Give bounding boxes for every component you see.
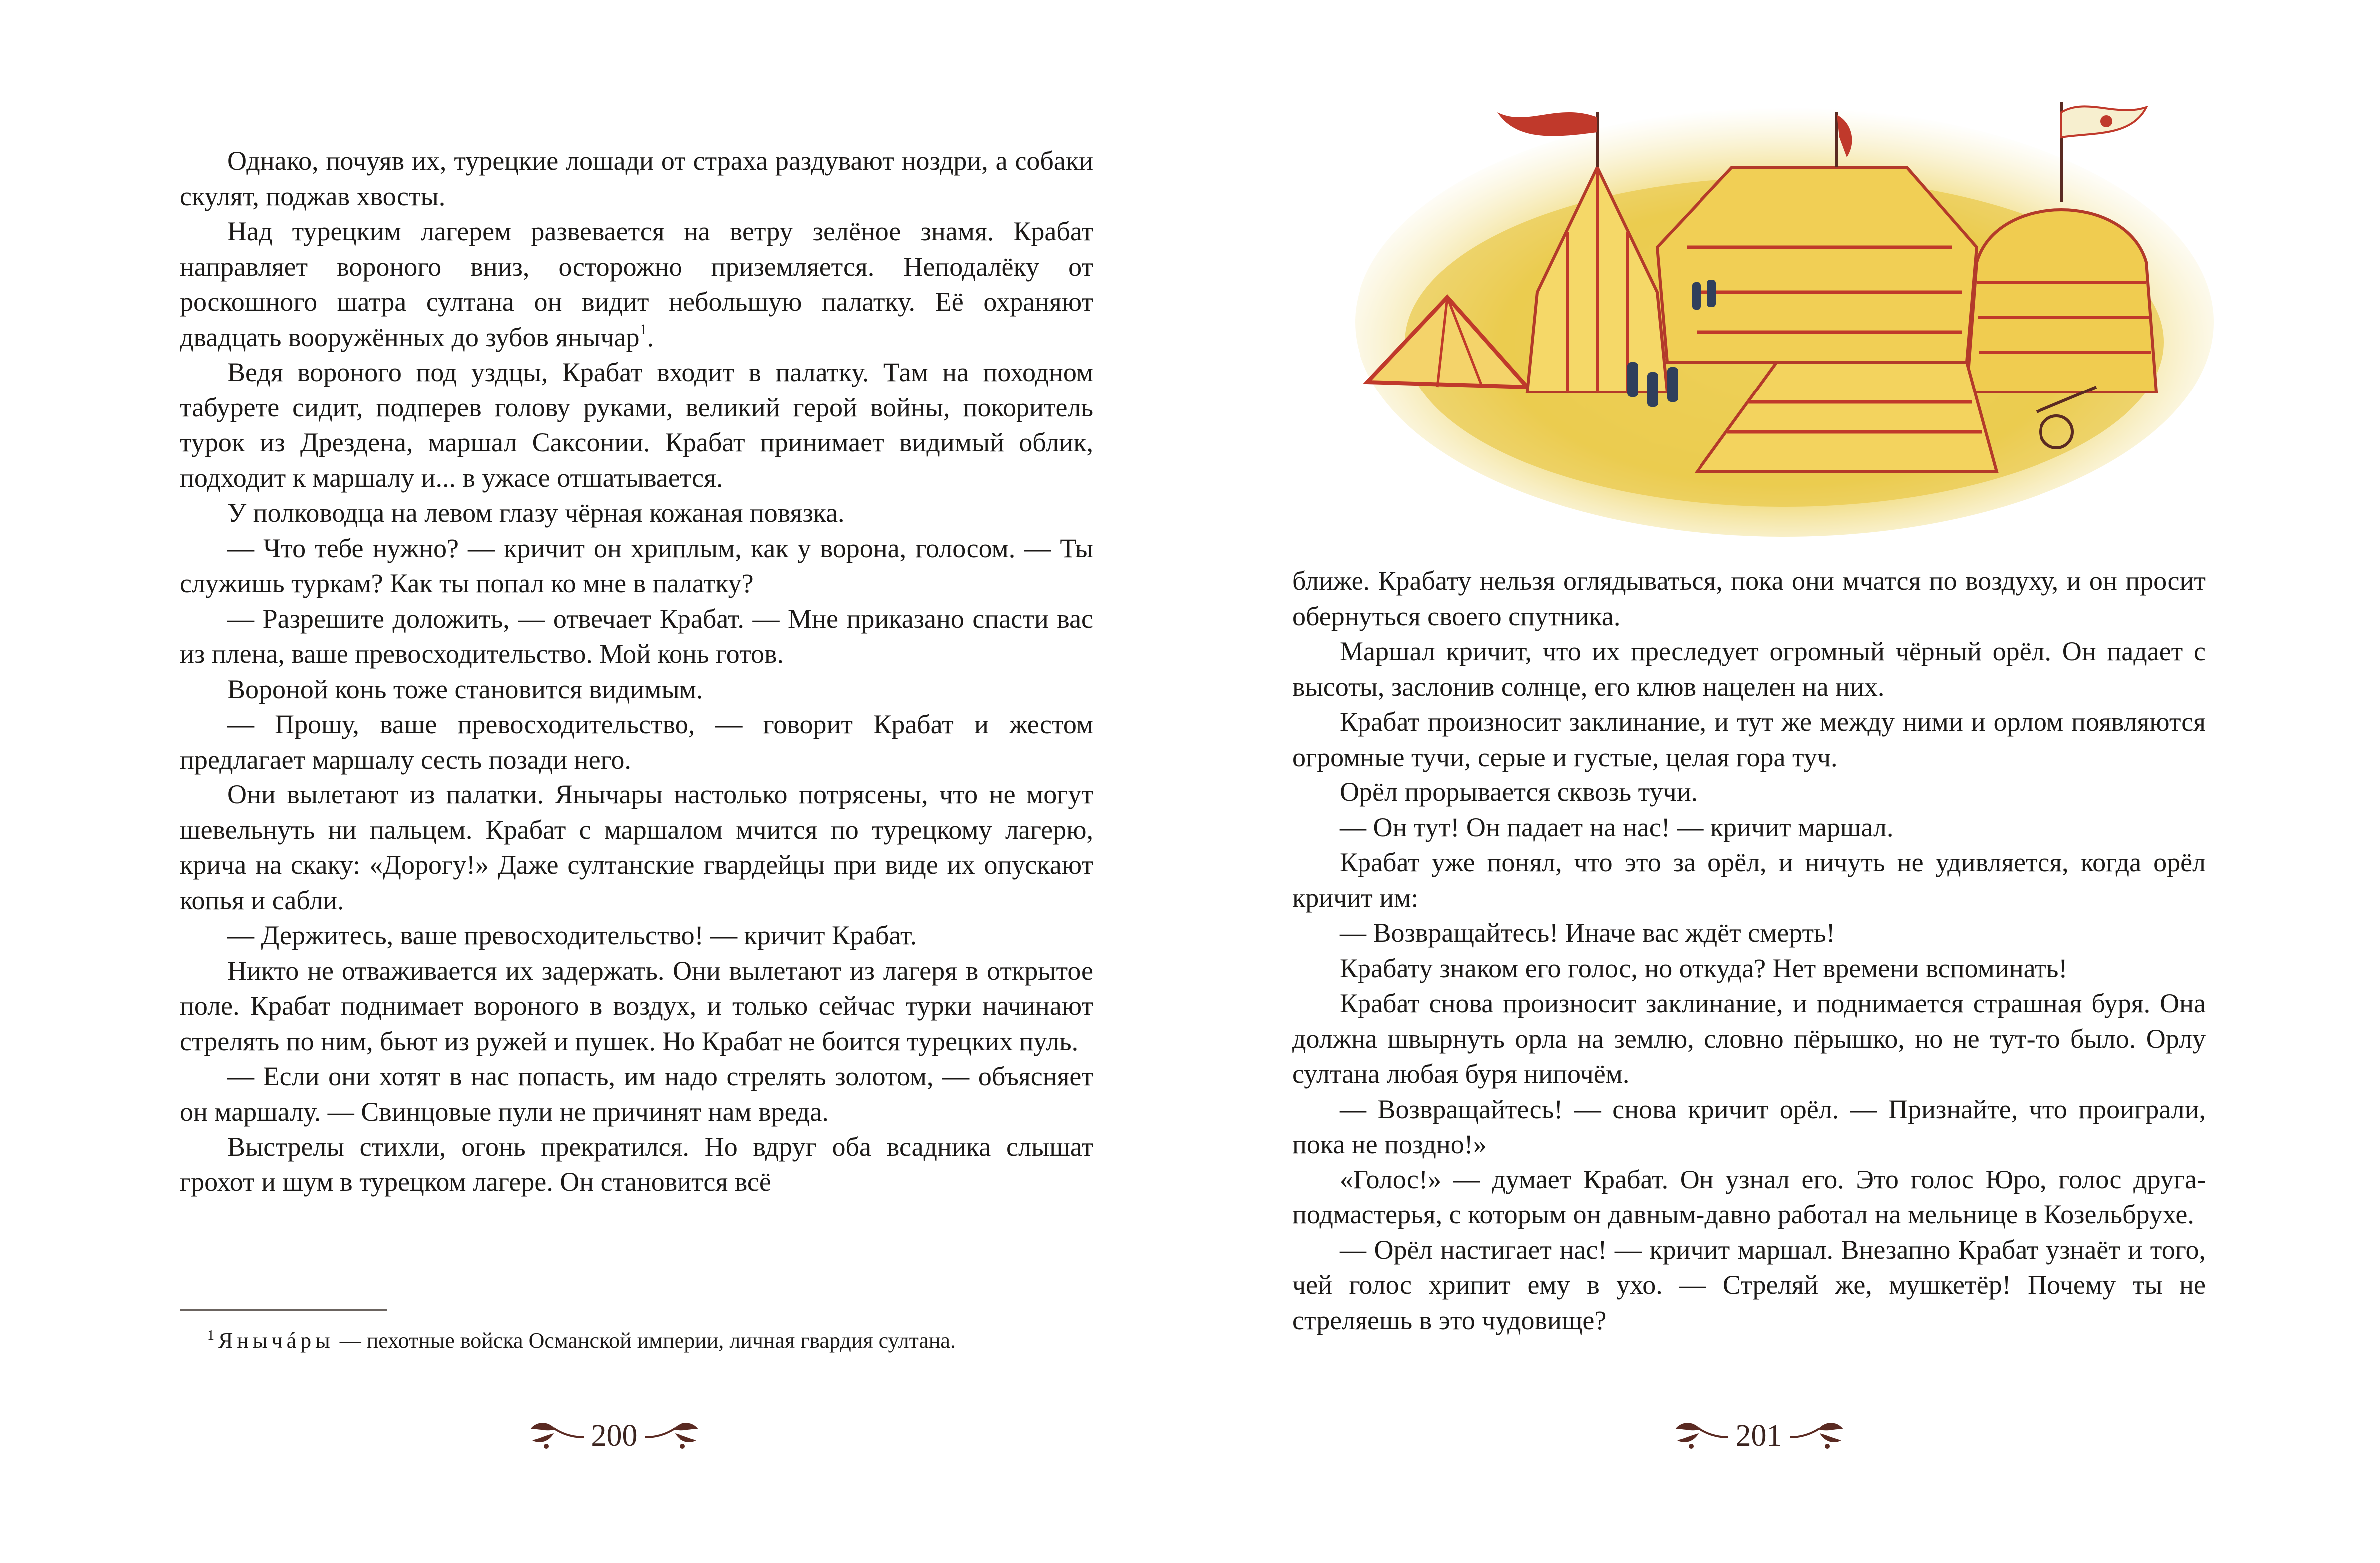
footnote-term: Янычáры: [218, 1328, 334, 1353]
footnote-reference[interactable]: 1: [639, 321, 647, 338]
footnote-mark: 1: [207, 1328, 214, 1343]
paragraph: — Держитесь, ваше превосходительство! — кричит Крабат.: [227, 920, 917, 950]
paragraph: ближе. Крабату нельзя оглядываться, пока они мчатся по воздуху, и он просит обернуться своего спутника.: [1292, 566, 2206, 631]
paragraph: Однако, почуяв их, турецкие лошади от страха раздувают ноздри, а собаки скулят, поджав хвосты.: [180, 146, 1093, 211]
paragraph: — Возвращайтесь! — снова кричит орёл. — Признайте, что проиграли, пока не поздно!»: [1292, 1094, 2206, 1159]
paragraph: Крабат уже понял, что это за орёл, и ничуть не удивляется, когда орёл кричит им:: [1292, 847, 2206, 913]
paragraph: Они вылетают из палатки. Янычары настолько потрясены, что не могут шевельнуть ни пальцем. Крабат с маршалом мчится по турецкому лагерю, крича на скаку: «Дорогу!» Даже султанские гвардейцы при виде их опускают копья и сабли.: [180, 780, 1093, 915]
paragraph: — Он тут! Он падает на нас! — кричит маршал.: [1340, 812, 1894, 842]
paragraph: — Разрешите доложить, — отвечает Крабат. — Мне приказано спасти вас из плена, ваше превосходительство. Мой конь готов.: [180, 603, 1093, 669]
leaf-ornament-left-icon: [1671, 1418, 1731, 1453]
page-number-ornament: [1659, 1406, 1859, 1466]
paragraph: — Возвращайтесь! Иначе вас ждёт смерть!: [1340, 918, 1835, 948]
paragraph: У полководца на левом глазу чёрная кожаная повязка.: [227, 498, 845, 528]
leaf-ornament-left-icon: [526, 1418, 586, 1453]
paragraph: Маршал кричит, что их преследует огромный чёрный орёл. Он падает с высоты, заслонив солнце, его клюв нацелен на них.: [1292, 636, 2206, 702]
paragraph: Никто не отваживается их задержать. Они вылетают из лагеря в открытое поле. Крабат поднимает вороного в воздух, и только сейчас турки начинают стрелять по ним, бьют из ружей и пушек. Но Крабат не боится турецких пуль.: [180, 955, 1093, 1056]
turkish-camp-illustration: [1348, 82, 2221, 547]
paragraph: Орёл прорывается сквозь тучи.: [1340, 777, 1698, 807]
page-number: 201: [1735, 1418, 1782, 1453]
left-body-text: [180, 143, 1093, 1199]
paragraph: «Голос!» — думает Крабат. Он узнал его. Это голос Юро, голос друга-подмастерья, с которым он давным-давно работал на мельнице в Козельбрухе.: [1292, 1164, 2206, 1229]
paragraph: Над турецким лагерем развевается на ветру зелёное знамя. Крабат направляет вороного вниз, осторожно приземляется. Неподалёку от роскошного шатра султана он видит небольшую палатку. Её охраняют двадцать вооружённых до зубов янычар$^1$.: [180, 216, 1093, 352]
paragraph: — Прошу, ваше превосходительство, — говорит Крабат и жестом предлагает маршалу сесть позади него.: [180, 709, 1093, 775]
footnote-text: — пехотные войска Османской империи, личная гвардия султана.: [334, 1328, 956, 1353]
paragraph: — Что тебе нужно? — кричит он хриплым, как у ворона, голосом. — Ты служишь туркам? Как ты попал ко мне в палатку?: [180, 533, 1093, 598]
paragraph: Крабат произносит заклинание, и тут же между ними и орлом появляются огромные тучи, серые и густые, целая гора туч.: [1292, 707, 2206, 772]
page-number: 200: [591, 1418, 638, 1453]
paragraph: — Если они хотят в нас попасть, им надо стрелять золотом, — объясняет он маршалу. — Свинцовые пули не причинят нам вреда.: [180, 1061, 1093, 1127]
paragraph: — Орёл настигает нас! — кричит маршал. Внезапно Крабат узнаёт и того, чей голос хрипит ему в ухо. — Стреляй же, мушкетёр! Почему ты не стреляешь в это чудовище?: [1292, 1234, 2206, 1335]
paragraph: Ведя вороного под уздцы, Крабат входит в палатку. Там на походном табурете сидит, подперев голову руками, великий герой войны, покоритель турок из Дрездена, маршал Саксонии. Крабат принимает видимый облик, подходит к маршалу и... в ужасе отшатывается.: [180, 357, 1093, 493]
page-number-ornament: [514, 1406, 714, 1466]
paragraph: Вороной конь тоже становится видимым.: [227, 674, 703, 704]
footnote: [180, 1321, 1093, 1356]
leaf-ornament-right-icon: [643, 1418, 702, 1453]
paragraph: Крабат снова произносит заклинание, и поднимается страшная буря. Она должна швырнуть орла на землю, словно пёрышко, но не тут-то было. Орлу султана любая буря нипочём.: [1292, 988, 2206, 1089]
right-body-text: [1292, 563, 2206, 1338]
footnote-divider: [180, 1309, 387, 1311]
paragraph: Выстрелы стихли, огонь прекратился. Но вдруг оба всадника слышат грохот и шум в турецком лагере. Он становится всё: [180, 1132, 1093, 1197]
right-page: [1190, 0, 2380, 1563]
leaf-ornament-right-icon: [1787, 1418, 1847, 1453]
paragraph: Крабату знаком его голос, но откуда? Нет времени вспоминать!: [1340, 953, 2068, 983]
